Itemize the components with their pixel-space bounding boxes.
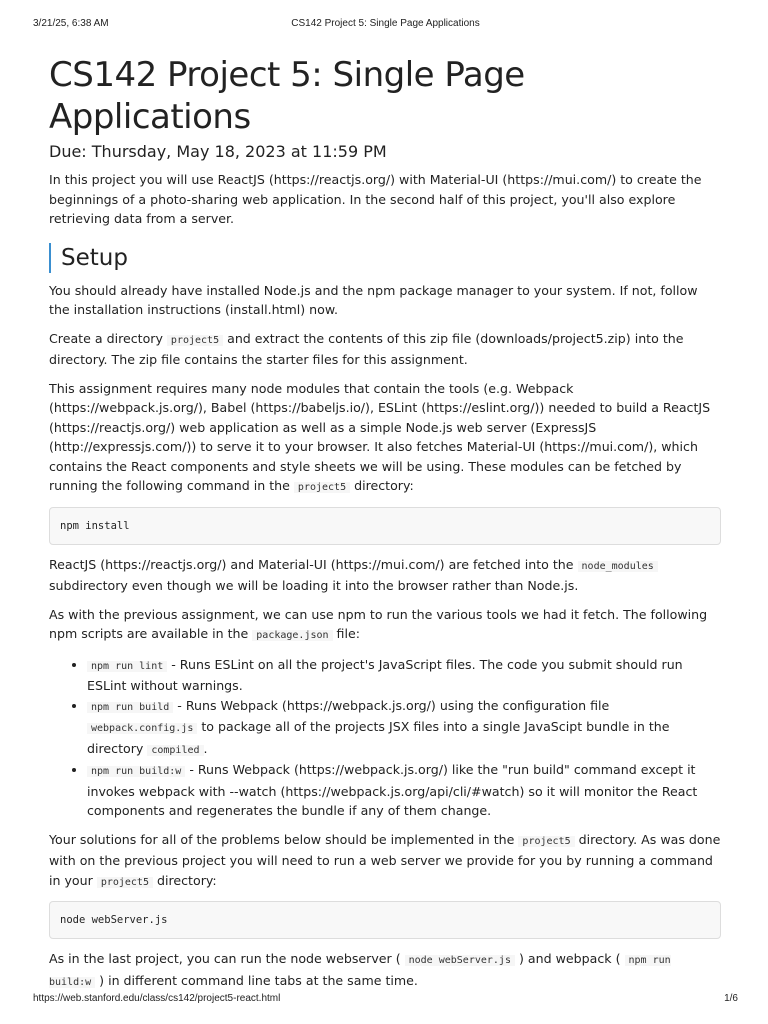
inline-code: npm run build:w — [49, 955, 671, 988]
text-span: directory: — [350, 478, 414, 493]
due-date: Due: Thursday, May 18, 2023 at 11:59 PM — [49, 142, 387, 161]
list-item — [87, 655, 721, 696]
inline-code: project5 — [294, 482, 350, 493]
scripts-paragraph — [49, 605, 721, 646]
text-span: file: — [332, 626, 360, 641]
print-header — [33, 18, 738, 32]
document-body — [49, 54, 721, 1001]
directory-paragraph — [49, 329, 721, 370]
npm-scripts-list — [49, 655, 721, 821]
install-paragraph: You should already have installed Node.js and the npm package manager to your system. If not, follow the installation instructions (install.html) now. — [49, 282, 698, 317]
inline-code: webpack.config.js — [87, 723, 197, 734]
text-span: As with the previous assignment, we can use npm to run the various tools we had it fetch. The following npm scripts are available in the — [49, 606, 708, 641]
inline-code: project5 — [518, 836, 574, 847]
inline-code: npm run build:w — [87, 766, 185, 777]
list-item — [87, 696, 721, 761]
inline-code: node webServer.js — [405, 955, 515, 966]
inline-code: npm run lint — [87, 661, 167, 672]
text-span: - Runs Webpack (https://webpack.js.org/) like the "run build" command except it invokes webpack with --watch (https://webpack.js.org/api/cli/#watch) so it will monitor the React components and regenerates the bundle if any of them change. — [87, 762, 698, 818]
solutions-paragraph — [49, 830, 721, 893]
page-number: 1/6 — [724, 993, 738, 1004]
text-span: - Runs Webpack (https://webpack.js.org/) using the configuration file — [173, 697, 610, 713]
print-title: CS142 Project 5: Single Page Applications — [291, 18, 480, 29]
text-span: ReactJS (https://reactjs.org/) and Material-UI (https://mui.com/) are fetched into the — [49, 556, 578, 572]
setup-heading: Setup — [49, 243, 721, 273]
inline-code: package.json — [252, 630, 332, 641]
text-span: ) in different command line tabs at the same time. — [95, 972, 418, 988]
text-span: to package all of the projects JSX files into a single JavaScipt bundle in the directory — [87, 719, 670, 756]
print-datetime: 3/21/25, 6:38 AM — [33, 18, 109, 29]
text-span: Create a directory — [49, 330, 167, 346]
inline-code: project5 — [167, 335, 223, 346]
inline-code: compiled — [147, 745, 203, 756]
inline-code: project5 — [97, 877, 153, 888]
code-block-npm-install: npm install — [49, 507, 721, 545]
print-footer — [33, 993, 738, 1007]
text-span: . — [203, 740, 208, 756]
inline-code: node_modules — [578, 561, 658, 572]
modules-paragraph — [49, 379, 721, 498]
text-span: This assignment requires many node modules that contain the tools (e.g. Webpack (https://webpack.js.org/), Babel (https://babeljs.io/), ESLint (https://eslint.org/)) needed to build a ReactJS (https://reactjs.org/) web application as well as a simple Node.js web server (ExpressJS (http://expressjs.com/)) to serve it to your browser. It also fetches Material-UI (https://mui.com/), which contains the React components and style sheets we will be using. These modules can be fetched by running the following command in the — [49, 380, 711, 493]
text-span: directory: — [152, 872, 217, 888]
list-item — [87, 760, 721, 821]
text-span: ) and webpack ( — [514, 951, 625, 966]
text-span: and extract the contents of this zip file (downloads/project5.zip) into the directory. The zip file contains the starter files for this assignment. — [49, 330, 684, 367]
fetched-paragraph — [49, 555, 721, 596]
text-span: directory. As was done with on the previous project you will need to run a web server we provide for you by running a command in your — [49, 831, 721, 888]
inline-code: npm run build — [87, 702, 173, 713]
page-title: CS142 Project 5: Single Page Applications — [49, 55, 525, 137]
text-span: subdirectory even though we will be loading it into the browser rather than Node.js. — [49, 578, 579, 593]
intro-paragraph: In this project you will use ReactJS (https://reactjs.org/) with Material-UI (https://mui.com/) to create the beginnings of a photo-sharing web application. In the second half of this project, you'll also explore retrieving data from a server. — [49, 172, 702, 226]
print-url: https://web.stanford.edu/class/cs142/project5-react.html — [33, 993, 281, 1004]
text-span: As in the last project, you can run the node webserver ( — [49, 951, 405, 966]
tabs-paragraph — [49, 949, 721, 992]
text-span: Your solutions for all of the problems below should be implemented in the — [49, 831, 519, 847]
text-span: - Runs ESLint on all the project's JavaScript files. The code you submit should run ESLint without warnings. — [87, 656, 683, 693]
code-block-webserver: node webServer.js — [49, 901, 721, 939]
